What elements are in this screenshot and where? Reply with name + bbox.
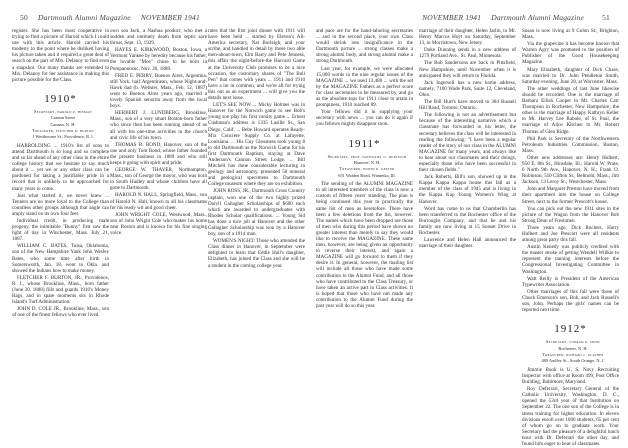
secretary-label: Secretary, conrad e. snow (545, 339, 601, 345)
paragraph: The Bob Sandersons are back in Pittsfield, New Hampshire, until November when it is anticipated they will return to Florida. (419, 60, 516, 79)
paragraph: Other marriages of this fall were those of Chuck Emerson's son, Bob, and Jack Russell's son, John. Perhaps the girls' names can be reported next time. (522, 288, 619, 314)
paragraph: JOHN ROSS, JR., Dartmouth Cross Country captain, won one of the two highly prized Daryll Gallagher Scholarships of $600 each which are awarded to undergraduates with Rhodes Scholar qualifications. ... Young Sid has done a nice job at Hanover and the other Gallagher Scholarship was won by a Hanover boy, son of a 1914 man. (208, 188, 305, 238)
paragraph: The Bill Hurt's have moved to 384 Russell Hill Road, Toronto, Ontario. (419, 99, 516, 112)
paragraph: Last year, for example, we were allocated 15,000 words in the nine regular issues of the MAGAZINE ... we used 13,480 ... with the set by the MAGAZINE Fathers as a perfect score for class secretaries to be measured by, and go as the absolute tops for 1911 close to attain in promptness, 1910 reached 89. (316, 65, 413, 109)
class-heading-1910: 1910* (44, 92, 77, 105)
class-heading-1912: 1912* (554, 323, 587, 336)
magazine-title: Dartmouth Alumni Magazine (491, 13, 585, 22)
paragraph: GEORGE W. THAYER, Northampton, Mass., son of George the mayor, who was born in South Hadley and whose children have all gone to Dartmouth. (110, 167, 207, 192)
paragraph: The following is not an advertisement but because of the interesting narrative which a classmate has forwarded in his letter, the secretary believes the class will be interested in reading the following: "I have been a regular reader of the story of our class in the ALUMNI MAGAZINE for many years, and always like to hear about our classmates and their doings, especially those who have been successful in their chosen fields." (419, 112, 516, 174)
paragraph: HERBERT J. LUNDBERG, Brookline, Mass., son of a very smart Boston-born father who since then has been running ahead of us all with his one-time activities in the church and civic life of his town. (110, 110, 207, 141)
officers-1912 (522, 339, 619, 364)
issue-date: NOVEMBER 1941 (140, 13, 200, 22)
treasurer-label: Treasurer, fletcher r. burton (32, 128, 94, 134)
issue-date: NOVEMBER 1941 (422, 13, 482, 22)
paragraph: LET'S SEE NOW ... Micky Holmes was in Hanover for the Norwich game to see Bob's young son play his first varsity game ... Ernest Cushman's address is 1335 Lasille St., San Diego, Calif. ... Bebe Howard operates Ready-Mix Concrete Supply Co. at Lafayette, Louisiana. ... His Guy Glossness took young 8 to old Dartmouth as the Norwich Game for his first Dartmouth Baptism, staying at Dave Anderson's Cannon Street Lodge. ... Bill Mitchell has done considerable lecturing in geology and astronomy, presented 50 mineral and geological specimens to Dartmouth College museum where they are on exhibition. (208, 102, 305, 188)
right-page (314, 0, 628, 447)
paragraph: Word has come to us that Chamberlin has been transferred to the Rochester office of the Burroughs Company, and that he and his family are now living at 15 Sunset Drive in Rochester. (419, 205, 516, 236)
paragraph: and pace are for the hand-laboring secretaries ... and in the second place, your own Class would shrink into insignificance in the Dartmouth picture ... strong classes make a strong alumni body, and strong alumni make a strong Dartmouth. (316, 28, 413, 65)
secretary-address: Canaan Street (50, 115, 76, 121)
magazine-title: Dartmouth Alumni Magazine (37, 13, 131, 22)
page-number: 50 (20, 13, 28, 22)
paragraph: HARROLDING ... 1910's list of sons to attend Dartmouth is so long and so complete and so far ahead of any other class in the entire college history that we hesitate to say much about it ... yet we or any other class can be pardoned for taking a justifiable pride in a record that is unlikely to be approached for many years to come. (12, 142, 109, 192)
paragraph: Three years ago, Dick Ruchert, Harry Hulbert and Joe Prescott were all residents among great party this fall. (522, 224, 619, 244)
paragraph: Roy Deferrari, Secretary General of the Catholic University, Washington, D. C., opened the 53rd year of that Institution on September 22. The one son of the College is in stress training for higher education. In eleven divisions enroll over 1000 students, 65 per cent of whom go on to graduate work. Your Secretary had the pleasure of a delightful lunch hour with Dr. Deferrari the other day, and found him eager to hear of classmates. (522, 386, 619, 447)
officers-1910 (12, 109, 109, 140)
left-page (0, 0, 314, 420)
paragraph: WOMEN'S NIGHT: Those who attended the Class dinner in Hanover, in September were delighted to learn that Eddie Hall's daughter, Elizabeth, has joined the Class and she will be a student in the coming college year. (208, 238, 305, 269)
secretary-address: Hanover, N. H. (353, 159, 381, 165)
paragraph: Just what started it, we never knew ... Tenners are no more loyal to the College than countless other groups although that angle can amply stand on its own four feet. (12, 192, 109, 217)
running-header-left (12, 13, 200, 22)
paragraph: Walt Reilly is President of the American Typewriter Association. (522, 275, 619, 288)
column-2 (419, 28, 516, 250)
paragraph: Mary Elizabeth, daughter of Dick Chase, was married to Dr. John Pendleton Smith, Saturday evening, June 28, at Worcester, Mass. (522, 66, 619, 85)
paragraph: Other new addresses are: Henry Hulbert, 950 E. 8th St., Hinsdale, Ill.; Harold W. Prate, 6 North 9th Ave., Hanover, N. H.; Frank O. Robinson, 510 Clifton St., Belmont, Mass.; Jim Jackson, 13 Leroy St., Westchester, Mass. (522, 154, 619, 186)
officers-1911 (316, 154, 413, 179)
paragraph: Via the grapevine it has become known that Warren Agry was promoted to the position of Publisher of the Good Housekeeping Magazine. (522, 41, 619, 66)
paragraph: HAROLD N. HALL, Springfield, Mass., son of Harold N. Hall, known to all his classmates for his ready wit and good cheer. (110, 192, 207, 211)
treasurer-address: 1 Westbourne St., Providence, R. I. (32, 134, 94, 140)
secretary-label: Secretary, prof. nathaniel g. burleigh (327, 153, 407, 159)
paragraph: Austin Kenedy was publicly credited with the master stroke of getting Wendell Willkie to represent the tanning interests before the Congressional Investigating Committee in Washington. (522, 244, 619, 275)
secretary-address: Canaan, N. H. (50, 121, 76, 127)
treasurer-label: Treasurer, edwin r. keeler (339, 166, 395, 172)
paragraph: Jack Ingersoll has a new home address, namely, 7100 Wade Park, Suite 12, Cleveland, Ohio. (419, 79, 516, 98)
paragraph: JOHN WRIGHT COLE, Westwood, Mass., son of John Wright Cole who makes his home near Boston and is known for his fine singing voice. (110, 211, 207, 236)
paragraph: Your fellows did it in supplying your secretary with news ... you can do it again if you fellows mighty disappear soon. (316, 109, 413, 128)
paragraph: John and Margaret Preston have moved from their apartment into the house on College Street, next to the former Prescott's house. (522, 186, 619, 205)
paragraph: HAYES E. KIRKWOOD, Boston, Iowa, a Vermont Yankee by heredity because his father, the lovable "Moe" chose to be born in Pompanoosuc, Nov. 26, 1888. (110, 47, 207, 72)
paragraph: The other weddings of last June likewise should be recorded. One is the marriage of Barbara Eilish Cooper to Mr. Charles Carr Thompson in Rochester, New Hampshire; the other is the marriage of Happy Kathryn Keller to Mr. Harvey Lee Rabole, of St. Paul, the marriage of Alice Kitchen to Mr. Robert Thomas of Glen Ridge. (522, 85, 619, 135)
page-number: 51 (602, 13, 610, 22)
paragraph: Jimmie Book is U. S. Navy Recruiting Inspector with office at Room 499, Post Office Building, Baltimore, Maryland. (522, 366, 619, 386)
paragraph: Lawrence and Helen Hall announced the marriage of their daughter. (419, 237, 516, 250)
paragraph: FLETCHER F. BURTON, JR., Providence, R. I., whose Brookline, Mass., born father (June 30, 1888) fills and guards 1910's Money Bags, and in spare moments sits in Rhode Island's Turf Administration. (12, 274, 109, 306)
paragraph: rates that the first joint dinner with 1911 will have been held ... started by Eleven's All-America secretary, Nat Burleigh, and your scribe, and handled in detail by those two able men-about-town, Elm Barry and Pete Jenness, this affair the night-before-the Harvard Game at the University Club promises to be a nice occasion, the customary shares of "The Bull Pen" that comes with years ... 1911 and 1910 have a lot in common, and we're all for trying this out as an experiment ... will give you the details next issue. (208, 28, 305, 102)
column-2 (110, 28, 207, 237)
paragraph: Jack Roberts, Bill's son, showed up in the Kappa Kappa Kappa house this fall as a member of the class of 1945 and is living in the Kappa Kap Young Women's Wing at Hanover. (419, 174, 516, 205)
paragraph: THOMAS R. BOND, Hanover, son of the one and only Tom Bond, whose father founded the present business in 1889 and who still keeps it going with spirit and pride. (110, 141, 207, 166)
class-heading-1911: 1911* (348, 137, 381, 150)
column-3 (208, 28, 305, 270)
paragraph: You can pick out the new 1911 sites in the picture of the Wagon from the Hanover Bob Strong Dean of Freshmen. (522, 205, 619, 224)
paragraph: Duke Dunning sends in a new address of 1279 Portland Ave., St. Paul, Minnesota. (419, 47, 516, 60)
paragraph: register. She has been most cooperative in trying to find a picture of Harold which I could use with this article. Harold carried his modesty to the point where he disliked having his picture taken and it required a great deal of search on the part of Mrs. Delanoy to find even a snapshot. Our many thanks are extended to Mrs. Delanoy for her assistance in making this picture possible for the Class. (12, 28, 109, 83)
treasurer-address: 651 Walden Road, Winnetka, Ill. (338, 172, 396, 178)
secretary-address: Rochester, N. H. (558, 345, 588, 351)
paragraph: JOHN D. COLE JR., Brookline, Mass., son of one of the finest fellows who ever lived. (12, 306, 109, 319)
treasurer-address: 489 Audley St., South Orange, N. J. (541, 358, 605, 364)
paragraph: own son Jack, a Nashua product, who met a sudden and untimely death from septic sore throat, Sept. 13, 1929. (110, 28, 207, 47)
running-header-right (422, 13, 618, 22)
column-1 (316, 28, 413, 310)
paragraph: Individual credit, in producing male progeny, the inimitable "Bunny" first saw the light of day in Winchester, Mass. July 21, 1887. (12, 218, 109, 243)
paragraph: marriage of their daughter, Helen Jarlin, to Mr. Henry Marcus Hoyt on Saturday, September 13, in Morristown, New Jersey. (419, 28, 516, 47)
paragraph: The sending of the ALUMNI MAGAZINE to all interested members of the class is now a custom of fifteen years' standing. The plan is being continued this year to practically the same list of men as heretofore. There have been a few deletions from the list, however. The names which have been dropped are those of men who during this period have shown no greater interest than merely to say they would like to receive the MAGAZINE. These same men, however, are being given an opportunity to reverse their interest, and again a MAGAZINE will go forward to them if they desire it. In general, however, the mailing list will include all those who have made some contribution to the Alumni Fund, and all those who have contributed to the Class Treasury, or have taken an active part in Class activities. It is hoped that those who have not made any contribution to the Alumni Fund during the past year will do so this year. (316, 181, 413, 309)
secretary-label: Secretary, harold p. hinman (34, 108, 92, 114)
paragraph: Susan is now living at 9 Colon St., Brighton, Mass. (522, 28, 619, 41)
column-1 (12, 28, 109, 320)
treasurer-label: Treasurer, richard c. platner (542, 352, 604, 358)
paragraph: FRED E. PERRY, Buenos Aires, Argentina, still York, half Argentinean, whose Night-and-Hawk dad (b. Webster, Mass., Feb. 12, 1887) went to Buenos Aires years ago, married a lovely Spanish senorita away from the local boys. (110, 72, 207, 110)
paragraph: Phil Park is Secretary of the Northwestern Petroleum Industries Commission, Boston, Mass. (522, 135, 619, 154)
column-3 (522, 28, 619, 448)
paragraph: WILLIAM C. BATES, Tulsa, Oklahoma, son of the New Hampshire Yank John Wesley Bates, who some time after birth in Somersworth, Jan. 18, went to Okla. and showed the Indians how to make money. (12, 243, 109, 274)
